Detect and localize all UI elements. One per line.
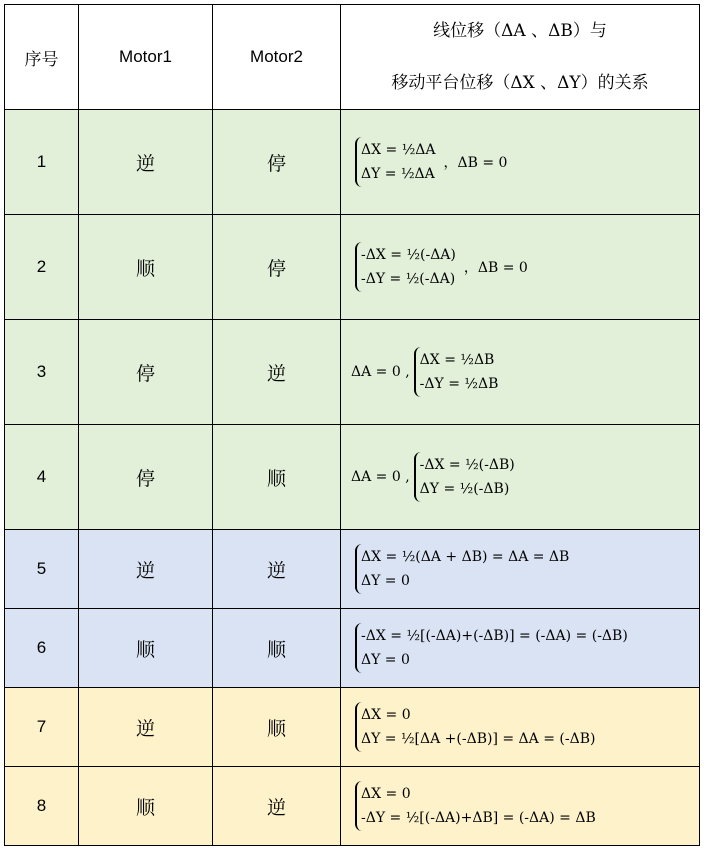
row-motor2: 逆 xyxy=(213,530,341,609)
equation-system xyxy=(355,702,595,752)
header-motor1: Motor1 xyxy=(79,5,213,110)
equation-lead: ΔA = 0 , xyxy=(351,364,410,380)
equation-line-2: ΔY = ½ΔA xyxy=(361,166,435,182)
header-relation-line1: 线位移（ΔA 、ΔB）与 xyxy=(433,21,607,41)
equation-line-2: -ΔY = ½(-ΔA) xyxy=(361,271,456,287)
row-motor2: 顺 xyxy=(213,425,341,530)
row-motor1: 顺 xyxy=(79,767,213,846)
equation-line-1: -ΔX = ½[(-ΔA)+(-ΔB)] = (-ΔA) = (-ΔB) xyxy=(361,628,628,644)
row-index: 5 xyxy=(5,530,79,609)
table-row xyxy=(5,688,700,767)
equation-line-2: ΔY = 0 xyxy=(361,652,410,668)
equation-system xyxy=(414,452,515,502)
equation-line-2: ΔY = 0 xyxy=(361,573,410,589)
equation-group xyxy=(351,242,528,292)
table-row xyxy=(5,110,700,215)
equation-tail: ，ΔB = 0 xyxy=(463,260,528,276)
equation-line-1: ΔX = 0 xyxy=(361,786,411,802)
equation-line-1: ΔX = ½ΔB xyxy=(419,352,495,368)
row-relation xyxy=(341,425,700,530)
header-relation xyxy=(341,5,700,110)
row-index: 2 xyxy=(5,215,79,320)
table-row xyxy=(5,767,700,846)
equation-line-1: -ΔX = ½(-ΔA) xyxy=(361,247,456,263)
row-motor1: 顺 xyxy=(79,215,213,320)
row-motor1: 逆 xyxy=(79,530,213,609)
equation-system xyxy=(355,781,596,831)
row-index: 6 xyxy=(5,609,79,688)
equation-line-2: -ΔY = ½[(-ΔA)+ΔB] = (-ΔA) = ΔB xyxy=(361,810,596,826)
table-row xyxy=(5,530,700,609)
equation-system xyxy=(355,242,456,292)
header-index: 序号 xyxy=(5,5,79,110)
row-relation xyxy=(341,215,700,320)
row-index: 7 xyxy=(5,688,79,767)
equation-group xyxy=(351,544,577,594)
equation-line-1: ΔX = 0 xyxy=(361,707,411,723)
equation-line-2: ΔY = ½(-ΔB) xyxy=(419,481,510,497)
row-motor2: 停 xyxy=(213,215,341,320)
row-motor1: 逆 xyxy=(79,110,213,215)
row-motor1: 逆 xyxy=(79,688,213,767)
equation-lead: ΔA = 0 , xyxy=(351,469,410,485)
header-row xyxy=(5,5,700,110)
equation-system xyxy=(414,347,499,397)
row-motor2: 顺 xyxy=(213,688,341,767)
equation-line-2: ΔY = ½[ΔA +(-ΔB)] = ΔA = (-ΔB) xyxy=(361,731,596,747)
equation-line-1: -ΔX = ½(-ΔB) xyxy=(419,457,515,473)
equation-group xyxy=(351,452,523,502)
table-row xyxy=(5,609,700,688)
table-row xyxy=(5,425,700,530)
row-motor1: 停 xyxy=(79,425,213,530)
equation-system xyxy=(355,623,628,673)
equation-line-2: -ΔY = ½ΔB xyxy=(419,376,499,392)
row-motor2: 停 xyxy=(213,110,341,215)
row-motor1: 顺 xyxy=(79,609,213,688)
equation-group xyxy=(351,137,507,187)
row-relation xyxy=(341,688,700,767)
row-index: 8 xyxy=(5,767,79,846)
row-index: 3 xyxy=(5,320,79,425)
equation-group xyxy=(351,781,604,831)
equation-group xyxy=(351,702,603,752)
equation-tail: ，ΔB = 0 xyxy=(443,155,508,171)
row-relation xyxy=(341,767,700,846)
equation-system xyxy=(355,544,569,594)
equation-line-1: ΔX = ½(ΔA + ΔB) = ΔA = ΔB xyxy=(361,549,570,565)
row-relation xyxy=(341,110,700,215)
table-row xyxy=(5,320,700,425)
equation-group xyxy=(351,623,636,673)
row-motor2: 顺 xyxy=(213,609,341,688)
row-index: 1 xyxy=(5,110,79,215)
row-index: 4 xyxy=(5,425,79,530)
row-motor1: 停 xyxy=(79,320,213,425)
header-relation-line2: 移动平台位移（ΔX 、ΔY）的关系 xyxy=(391,73,649,93)
row-relation xyxy=(341,609,700,688)
table-row xyxy=(5,215,700,320)
equation-line-1: ΔX = ½ΔA xyxy=(361,142,436,158)
row-motor2: 逆 xyxy=(213,320,341,425)
row-motor2: 逆 xyxy=(213,767,341,846)
equation-group xyxy=(351,347,506,397)
motor-relation-table xyxy=(4,4,700,846)
row-relation xyxy=(341,530,700,609)
equation-system xyxy=(355,137,436,187)
row-relation xyxy=(341,320,700,425)
header-motor2: Motor2 xyxy=(213,5,341,110)
